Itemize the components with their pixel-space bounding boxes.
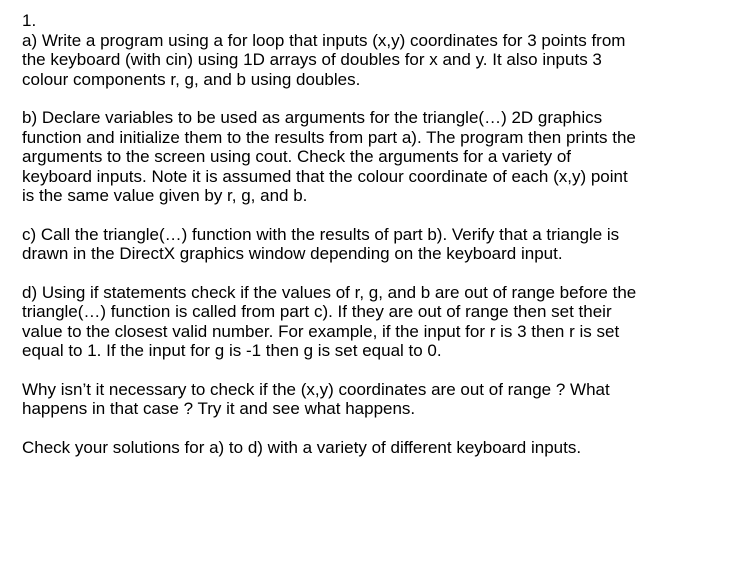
paragraph-spacer [22, 419, 722, 438]
paragraph-part-c [22, 225, 722, 264]
text-line: colour components r, g, and b using doubles. [22, 69, 361, 89]
text-line: is the same value given by r, g, and b. [22, 186, 308, 205]
paragraph-part-b [22, 108, 722, 206]
text-line: value to the closest valid number. For example, if the input for r is 3 then r is set [22, 321, 620, 341]
text-line: c) Call the triangle(…) function with the results of part b). Verify that a triangle is [22, 224, 620, 244]
text-line: function and initialize them to the results from part a). The program then prints the [22, 127, 636, 147]
text-line: a) Write a program using a for loop that inputs (x,y) coordinates for 3 points from [22, 30, 626, 50]
paragraph-spacer [22, 89, 722, 108]
paragraph-question [22, 380, 722, 419]
paragraph-spacer [22, 264, 722, 283]
paragraph-spacer [22, 361, 722, 380]
paragraph-part-a [22, 31, 722, 90]
paragraph-part-d [22, 283, 722, 361]
text-line: arguments to the screen using cout. Check the arguments for a variety of [22, 147, 572, 166]
paragraph-spacer [22, 206, 722, 225]
text-line: triangle(…) function is called from part c). If they are out of range then set their [22, 302, 612, 321]
text-line: keyboard inputs. Note it is assumed that the colour coordinate of each (x,y) point [22, 166, 628, 186]
paragraph-check [22, 438, 722, 458]
document-body [22, 11, 722, 457]
text-line: Why isn’t it necessary to check if the (x,y) coordinates are out of range ? What [22, 379, 610, 399]
text-line: equal to 1. If the input for g is -1 then g is set equal to 0. [22, 341, 442, 360]
question-number: 1. [22, 11, 37, 30]
text-line: the keyboard (with cin) using 1D arrays of doubles for x and y. It also inputs 3 [22, 50, 602, 69]
text-line: d) Using if statements check if the values of r, g, and b are out of range before the [22, 282, 637, 302]
text-line: happens in that case ? Try it and see what happens. [22, 399, 416, 418]
text-line: Check your solutions for a) to d) with a variety of different keyboard inputs. [22, 437, 582, 457]
text-line: b) Declare variables to be used as arguments for the triangle(…) 2D graphics [22, 108, 603, 127]
text-line: drawn in the DirectX graphics window depending on the keyboard input. [22, 244, 563, 263]
